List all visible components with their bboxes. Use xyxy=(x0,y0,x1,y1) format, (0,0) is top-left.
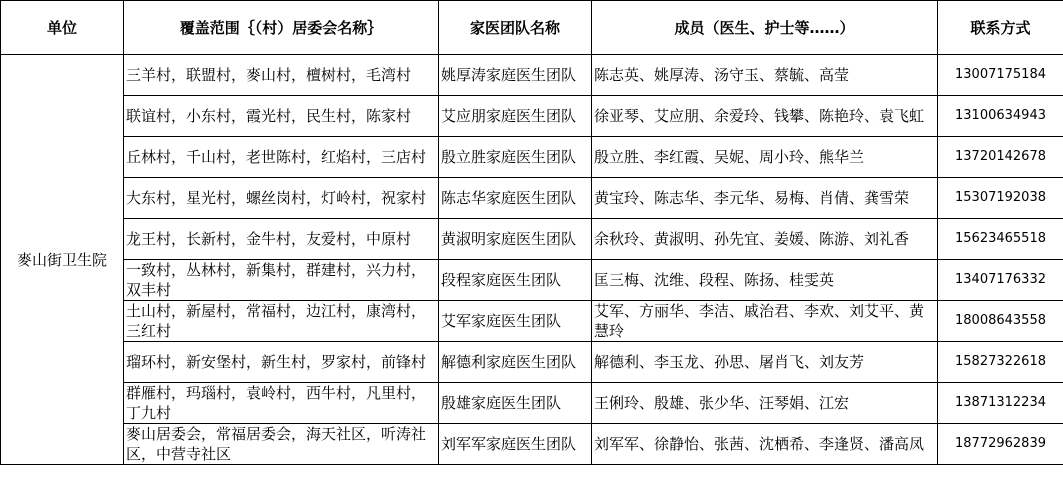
header-contact: 联系方式 xyxy=(938,1,1063,55)
table-row xyxy=(1,137,1063,178)
team-name-cell: 殷雄家庭医生团队 xyxy=(439,383,592,424)
members-cell: 艾军、方丽华、李洁、戚治君、李欢、刘艾平、黄慧玲 xyxy=(592,301,938,342)
team-name-cell: 黄淑明家庭医生团队 xyxy=(439,219,592,260)
table-row xyxy=(1,424,1063,465)
table-row xyxy=(1,178,1063,219)
phone-cell: 15307192038 xyxy=(938,178,1063,219)
team-name-cell: 陈志华家庭医生团队 xyxy=(439,178,592,219)
coverage-cell: 土山村，新屋村，常福村，边江村，康湾村，三红村 xyxy=(124,301,439,342)
phone-cell: 13871312234 xyxy=(938,383,1063,424)
members-cell: 黄宝玲、陈志华、李元华、易梅、肖倩、龚雪荣 xyxy=(592,178,938,219)
coverage-cell: 大东村，星光村，螺丝岗村，灯岭村，祝家村 xyxy=(124,178,439,219)
team-name-cell: 殷立胜家庭医生团队 xyxy=(439,137,592,178)
table-row xyxy=(1,260,1063,301)
coverage-cell: 丘林村，千山村，老世陈村，红焰村，三店村 xyxy=(124,137,439,178)
coverage-cell: 麥山居委会，常福居委会，海天社区，听涛社区，中营寺社区 xyxy=(124,424,439,465)
team-name-cell: 姚厚涛家庭医生团队 xyxy=(439,55,592,96)
members-cell: 徐亚琴、艾应朋、余爱玲、钱攀、陈艳玲、袁飞虹 xyxy=(592,96,938,137)
header-members: 成员（医生、护士等……） xyxy=(592,1,938,55)
header-coverage: 覆盖范围｛（村）居委会名称｝ xyxy=(124,1,439,55)
table-row xyxy=(1,342,1063,383)
header-unit: 单位 xyxy=(1,1,124,55)
table-row xyxy=(1,55,1063,96)
coverage-cell: 联谊村，小东村，霞光村，民生村，陈家村 xyxy=(124,96,439,137)
phone-cell: 18772962839 xyxy=(938,424,1063,465)
phone-cell: 13720142678 xyxy=(938,137,1063,178)
coverage-cell: 群雁村，玛瑙村，袁岭村，西牛村，凡里村，丁九村 xyxy=(124,383,439,424)
phone-cell: 15827322618 xyxy=(938,342,1063,383)
phone-cell: 13100634943 xyxy=(938,96,1063,137)
members-cell: 殷立胜、李红霞、吴妮、周小玲、熊华兰 xyxy=(592,137,938,178)
coverage-cell: 龙王村，长新村，金牛村，友爱村，中原村 xyxy=(124,219,439,260)
table-body xyxy=(1,55,1063,465)
phone-cell: 13007175184 xyxy=(938,55,1063,96)
phone-cell: 13407176332 xyxy=(938,260,1063,301)
phone-cell: 18008643558 xyxy=(938,301,1063,342)
coverage-cell: 一致村，丛林村，新集村，群建村，兴力村，双丰村 xyxy=(124,260,439,301)
table-row xyxy=(1,219,1063,260)
team-name-cell: 艾应朋家庭医生团队 xyxy=(439,96,592,137)
members-cell: 陈志英、姚厚涛、汤守玉、蔡毓、高莹 xyxy=(592,55,938,96)
coverage-cell: 三羊村，联盟村，麥山村，檀树村，毛湾村 xyxy=(124,55,439,96)
members-cell: 解德利、李玉龙、孙思、屠肖飞、刘友芳 xyxy=(592,342,938,383)
team-name-cell: 解德利家庭医生团队 xyxy=(439,342,592,383)
coverage-cell: 瑠环村，新安堡村，新生村，罗家村，前锋村 xyxy=(124,342,439,383)
phone-cell: 15623465518 xyxy=(938,219,1063,260)
table-row xyxy=(1,301,1063,342)
team-name-cell: 刘军军家庭医生团队 xyxy=(439,424,592,465)
team-name-cell: 艾军家庭医生团队 xyxy=(439,301,592,342)
table-row xyxy=(1,383,1063,424)
members-cell: 王俐玲、殷雄、张少华、汪琴娟、江宏 xyxy=(592,383,938,424)
table-row xyxy=(1,96,1063,137)
unit-cell: 麥山街卫生院 xyxy=(1,55,124,465)
header-team-name: 家医团队名称 xyxy=(439,1,592,55)
team-name-cell: 段程家庭医生团队 xyxy=(439,260,592,301)
members-cell: 匡三梅、沈维、段程、陈扬、桂雯英 xyxy=(592,260,938,301)
members-cell: 余秋玲、黄淑明、孙先宜、姜媛、陈游、刘礼香 xyxy=(592,219,938,260)
header-row xyxy=(1,1,1063,55)
members-cell: 刘军军、徐静怡、张茜、沈栖希、李逢贤、潘高凤 xyxy=(592,424,938,465)
